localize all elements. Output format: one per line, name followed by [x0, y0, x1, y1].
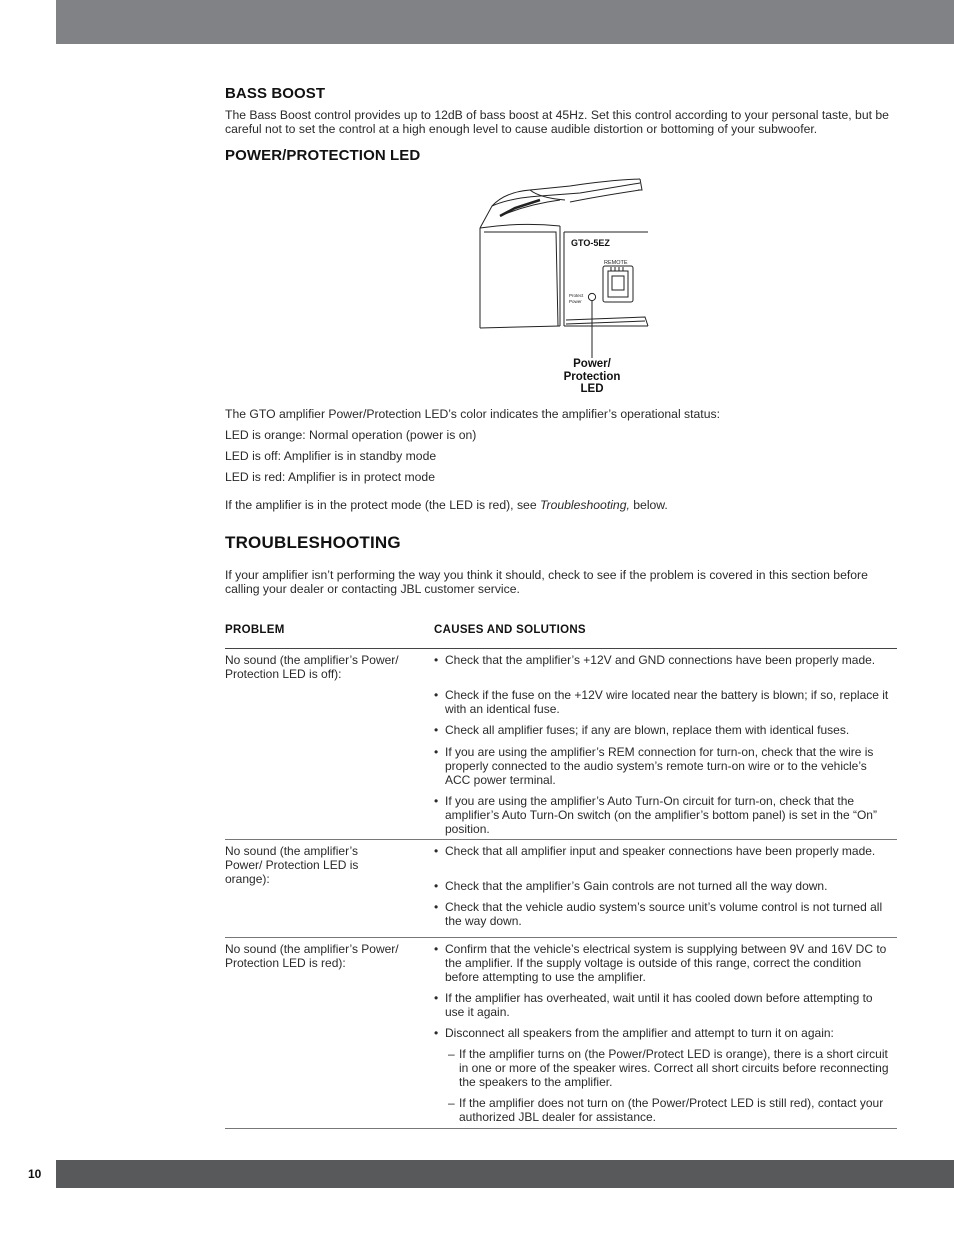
bullet: •: [434, 723, 439, 737]
led-status-orange: LED is orange: Normal operation (power is on): [225, 428, 477, 442]
table-bottom-rule: [225, 1128, 897, 1129]
cause-text: If the amplifier has overheated, wait until it has cooled down before attempting to use it again.: [445, 991, 873, 1019]
column-header-causes: CAUSES AND SOLUTIONS: [434, 624, 586, 636]
cause-item: [434, 991, 894, 1019]
sub-cause-text: If the amplifier turns on (the Power/Protect LED is orange), there is a short circuit in one or more of the speaker wires. Correct all short circuits before reconnecting the speakers to the amplifier.: [459, 1047, 889, 1089]
diagram-remote-label: REMOTE: [604, 260, 628, 266]
sub-cause-item: [448, 1096, 893, 1124]
cause-item: [434, 653, 894, 667]
cause-text: Confirm that the vehicle’s electrical system is supplying between 9V and 16V DC to the amplifier. If the supply voltage is outside of this range, correct the condition before attempting to use the amplifier.: [445, 942, 887, 984]
bullet: •: [434, 844, 439, 858]
sub-cause-item: [448, 1047, 893, 1089]
diagram-model-label: GTO-5EZ: [571, 238, 610, 248]
page-number: 10: [28, 1167, 42, 1181]
cause-item: [434, 844, 894, 858]
cause-item: [434, 688, 894, 716]
cause-item: [434, 879, 894, 893]
table-row-problem: No sound (the amplifier’s Power/ Protection LED is off):: [225, 653, 399, 681]
cause-text: Check that the vehicle audio system’s source unit’s volume control is not turned all the way down.: [445, 900, 883, 928]
table-row-divider: [225, 839, 897, 840]
bass-boost-heading: BASS BOOST: [225, 85, 326, 102]
cause-text: Check that the amplifier’s Gain controls are not turned all the way down.: [445, 879, 828, 893]
cause-text: Check that all amplifier input and speaker connections have been properly made.: [445, 844, 876, 858]
led-callout-label: [552, 358, 632, 396]
bullet: •: [434, 794, 439, 808]
bullet: •: [434, 688, 439, 702]
bullet: •: [434, 991, 439, 1005]
troubleshooting-heading: TROUBLESHOOTING: [225, 533, 401, 552]
led-intro: The GTO amplifier Power/Protection LED’s color indicates the amplifier’s operational status:: [225, 407, 720, 421]
led-callout-line1: Power/: [573, 358, 611, 370]
bullet: •: [434, 1026, 439, 1040]
led-status-off: LED is off: Amplifier is in standby mode: [225, 449, 437, 463]
troubleshooting-reference: Troubleshooting,: [539, 498, 630, 512]
diagram-power-label: Power: [569, 299, 582, 304]
table-row-problem: No sound (the amplifier’s Power/ Protection LED is orange):: [225, 844, 359, 886]
bullet: •: [434, 653, 439, 667]
bullet: •: [434, 942, 439, 956]
bass-boost-text: The Bass Boost control provides up to 12dB of bass boost at 45Hz. Set this control according to your personal taste, but be careful not to set the control at a high enough level to cause audible distortion or bottoming of your subwoofer.: [225, 108, 889, 136]
diagram-protect-label: Protect: [569, 293, 584, 298]
cause-item: [434, 794, 894, 836]
bullet: •: [434, 745, 439, 759]
cause-item: [434, 1026, 894, 1040]
table-row-problem: No sound (the amplifier’s Power/ Protection LED is red):: [225, 942, 399, 970]
table-row-divider: [225, 937, 897, 938]
led-note: [225, 498, 897, 512]
table-header-rule: [225, 648, 897, 649]
led-note-end: below.: [629, 498, 668, 512]
power-led-heading: POWER/PROTECTION LED: [225, 147, 421, 164]
led-status-red: LED is red: Amplifier is in protect mode: [225, 470, 435, 484]
cause-text: If you are using the amplifier’s Auto Turn-On circuit for turn-on, check that the amplifier’s Auto Turn-On switch (on the amplifier’s bottom panel) is set in the “On” position.: [445, 794, 877, 836]
dash: –: [448, 1047, 455, 1061]
cause-item: [434, 900, 894, 928]
led-callout-line3: LED: [580, 383, 604, 396]
cause-item: [434, 942, 894, 984]
bullet: •: [434, 879, 439, 893]
troubleshooting-intro: If your amplifier isn’t performing the way you think it should, check to see if the problem is covered in this section before calling your dealer or contacting JBL customer service.: [225, 568, 868, 596]
led-callout-line2: Protection: [563, 370, 621, 383]
footer-bar: [56, 1160, 954, 1188]
cause-text: Disconnect all speakers from the amplifier and attempt to turn it on again:: [445, 1026, 834, 1040]
sub-cause-text: If the amplifier does not turn on (the Power/Protect LED is still red), contact your authorized JBL dealer for assistance.: [459, 1096, 884, 1124]
cause-item: [434, 745, 894, 787]
bullet: •: [434, 900, 439, 914]
cause-text: If you are using the amplifier’s REM connection for turn-on, check that the wire is properly connected to the audio system’s remote turn-on wire or to the vehicle’s ACC power terminal.: [445, 745, 874, 787]
led-note-text: If the amplifier is in the protect mode (the LED is red), see: [225, 498, 540, 512]
cause-text: Check all amplifier fuses; if any are blown, replace them with identical fuses.: [445, 723, 850, 737]
cause-text: Check if the fuse on the +12V wire located near the battery is blown; if so, replace it with an identical fuse.: [445, 688, 889, 716]
cause-item: [434, 723, 894, 737]
dash: –: [448, 1096, 455, 1110]
column-header-problem: PROBLEM: [225, 624, 285, 636]
header-bar: [56, 0, 954, 44]
cause-text: Check that the amplifier’s +12V and GND connections have been properly made.: [445, 653, 876, 667]
